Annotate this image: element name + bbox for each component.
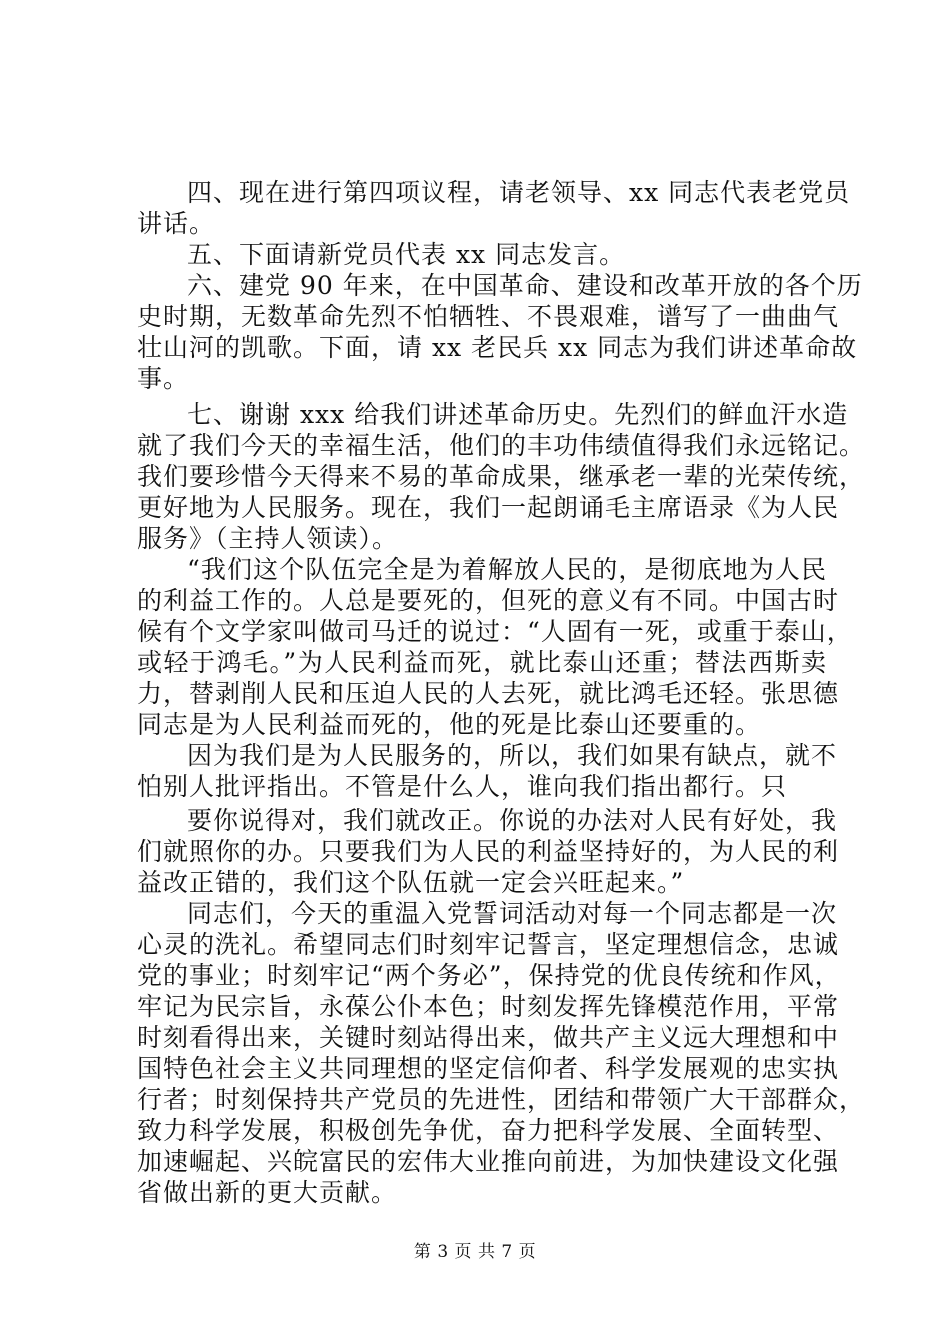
text-line: 事。 bbox=[137, 364, 190, 393]
text-line: 要你说得对，我们就改正。你说的办法对人民有好处，我 bbox=[187, 806, 838, 835]
text-line: 益改正错的，我们这个队伍就一定会兴旺起来。” bbox=[137, 868, 685, 897]
text-line: 同志们，今天的重温入党誓词活动对每一个同志都是一次 bbox=[187, 899, 838, 928]
text-line: “我们这个队伍完全是为着解放人民的，是彻底地为人民 bbox=[187, 555, 827, 584]
page-number-footer: 第 3 页 共 7 页 bbox=[413, 1242, 537, 1262]
text-line: 心灵的洗礼。希望同志们时刻牢记誓言，坚定理想信念，忠诚 bbox=[137, 930, 840, 959]
text-line: 省做出新的更大贡献。 bbox=[137, 1178, 398, 1207]
text-line: 加速崛起、兴皖富民的宏伟大业推向前进，为加快建设文化强 bbox=[137, 1147, 840, 1176]
text-line: 行者；时刻保持共产党员的先进性，团结和带领广大干部群众， bbox=[137, 1085, 866, 1114]
text-line: 服务》（主持人领读）。 bbox=[137, 524, 399, 553]
text-line: 七、谢谢 xxx 给我们讲述革命历史。先烈们的鲜血汗水造 bbox=[187, 400, 849, 429]
text-line: 党的事业；时刻牢记“两个务必”，保持党的优良传统和作风， bbox=[137, 961, 841, 990]
text-line: 国特色社会主义共同理想的坚定信仰者、科学发展观的忠实执 bbox=[137, 1054, 840, 1083]
text-line: 壮山河的凯歌。下面，请 xx 老民兵 xx 同志为我们讲述革命故 bbox=[137, 333, 858, 362]
text-line: 致力科学发展，积极创先争优，奋力把科学发展、全面转型、 bbox=[137, 1116, 840, 1145]
text-line: 就了我们今天的幸福生活，他们的丰功伟绩值得我们永远铭记。 bbox=[137, 431, 866, 460]
text-line: 四、现在进行第四项议程，请老领导、xx 同志代表老党员 bbox=[187, 178, 851, 207]
text-line: 同志是为人民利益而死的，他的死是比泰山还要重的。 bbox=[137, 710, 762, 739]
text-line: 时刻看得出来，关键时刻站得出来，做共产主义远大理想和中 bbox=[137, 1023, 840, 1052]
text-line: 或轻于鸿毛。”为人民利益而死，就比泰山还重；替法西斯卖 bbox=[137, 648, 827, 677]
text-line: 我们要珍惜今天得来不易的革命成果，继承老一辈的光荣传统， bbox=[137, 462, 866, 491]
text-line: 的利益工作的。人总是要死的，但死的意义有不同。中国古时 bbox=[137, 586, 840, 615]
text-line: 们就照你的办。只要我们为人民的利益坚持好的，为人民的利 bbox=[137, 837, 840, 866]
text-line: 史时期，无数革命先烈不怕牺牲、不畏艰难，谱写了一曲曲气 bbox=[137, 302, 840, 331]
text-line: 因为我们是为人民服务的，所以，我们如果有缺点，就不 bbox=[187, 741, 838, 770]
text-line: 力，替剥削人民和压迫人民的人去死，就比鸿毛还轻。张思德 bbox=[137, 679, 840, 708]
text-line: 讲话。 bbox=[137, 209, 216, 238]
text-line: 候有个文学家叫做司马迁的说过：“人固有一死，或重于泰山， bbox=[137, 617, 853, 646]
text-line: 五、下面请新党员代表 xx 同志发言。 bbox=[187, 240, 626, 269]
text-line: 六、建党 90 年来，在中国革命、建设和改革开放的各个历 bbox=[187, 271, 863, 300]
text-line: 更好地为人民服务。现在，我们一起朗诵毛主席语录《为人民 bbox=[137, 493, 840, 522]
text-line: 牢记为民宗旨，永葆公仆本色；时刻发挥先锋模范作用，平常 bbox=[137, 992, 840, 1021]
text-line: 怕别人批评指出。不管是什么人，谁向我们指出都行。只 bbox=[137, 772, 788, 801]
